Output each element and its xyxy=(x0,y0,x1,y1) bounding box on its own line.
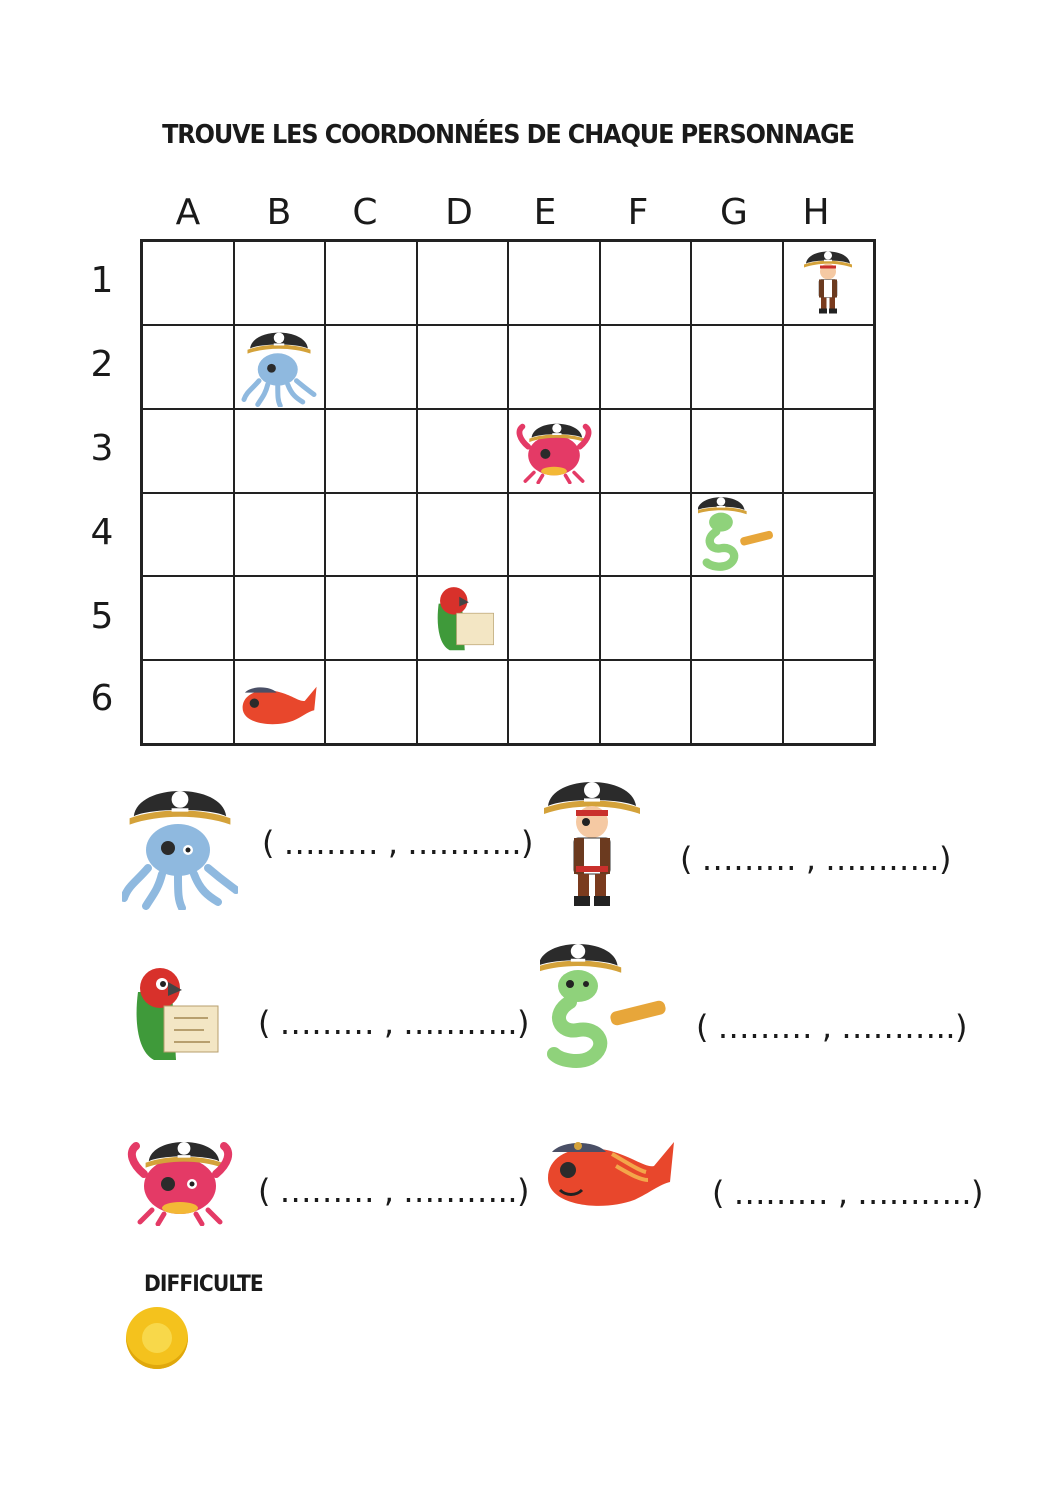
grid-cell-a5 xyxy=(142,576,234,660)
grid-cell-f2 xyxy=(600,325,692,409)
grid-cell-e6 xyxy=(508,660,600,744)
grid-cell-e4 xyxy=(508,493,600,577)
grid-cell-c6 xyxy=(325,660,417,744)
grid-cell-a1 xyxy=(142,241,234,325)
grid-cell-f3 xyxy=(600,409,692,493)
grid-cell-d5 xyxy=(417,576,509,660)
grid-cell-h1 xyxy=(783,241,875,325)
difficulty-label: DIFFICULTE xyxy=(144,1272,263,1297)
grid-cell-c3 xyxy=(325,409,417,493)
grid-cell-f4 xyxy=(600,493,692,577)
grid-cell-b2 xyxy=(234,325,326,409)
grid-cell-c4 xyxy=(325,493,417,577)
answer-snake-icon xyxy=(540,942,670,1070)
grid-cell-h6 xyxy=(783,660,875,744)
grid-cell-b6 xyxy=(234,660,326,744)
grid-cell-e2 xyxy=(508,325,600,409)
grid-cell-f6 xyxy=(600,660,692,744)
column-label-f: F xyxy=(627,192,649,233)
column-label-b: B xyxy=(266,192,292,233)
grid-cell-c5 xyxy=(325,576,417,660)
grid-cell-d4 xyxy=(417,493,509,577)
row-label-2: 2 xyxy=(90,344,114,385)
answer-blank-snake[interactable]: ( ……… , ………..) xyxy=(696,1008,967,1046)
grid-cell-a2 xyxy=(142,325,234,409)
column-label-c: C xyxy=(352,192,378,233)
grid-cell-d3 xyxy=(417,409,509,493)
column-label-a: A xyxy=(175,192,201,233)
column-label-g: G xyxy=(720,192,748,233)
grid-cell-d2 xyxy=(417,325,509,409)
row-label-6: 6 xyxy=(90,678,114,719)
answer-blank-fish[interactable]: ( ……… , ………..) xyxy=(712,1174,983,1212)
grid-cell-g2 xyxy=(691,325,783,409)
answer-fish-icon xyxy=(542,1122,678,1214)
row-label-4: 4 xyxy=(90,512,114,553)
grid-cell-d1 xyxy=(417,241,509,325)
grid-cell-b4 xyxy=(234,493,326,577)
grid-cell-a6 xyxy=(142,660,234,744)
grid-cell-b3 xyxy=(234,409,326,493)
grid-cell-g1 xyxy=(691,241,783,325)
answer-crab-icon xyxy=(122,1134,238,1226)
row-label-1: 1 xyxy=(90,260,114,301)
grid-cell-g4 xyxy=(691,493,783,577)
row-label-3: 3 xyxy=(90,428,114,469)
grid-cell-c1 xyxy=(325,241,417,325)
grid-cell-a4 xyxy=(142,493,234,577)
column-label-h: H xyxy=(802,192,830,233)
grid-cell-g6 xyxy=(691,660,783,744)
row-label-5: 5 xyxy=(90,596,114,637)
grid-cell-f5 xyxy=(600,576,692,660)
difficulty-coin-icon xyxy=(126,1307,188,1369)
grid-cell-h4 xyxy=(783,493,875,577)
grid-cell-g5 xyxy=(691,576,783,660)
grid-cell-h3 xyxy=(783,409,875,493)
grid-cell-b1 xyxy=(234,241,326,325)
grid-cell-c2 xyxy=(325,325,417,409)
grid-cell-g3 xyxy=(691,409,783,493)
answer-blank-parrot[interactable]: ( ……… , ………..) xyxy=(258,1004,529,1042)
answer-blank-pirate-boy[interactable]: ( ……… , ………..) xyxy=(680,840,951,878)
grid-cell-h5 xyxy=(783,576,875,660)
answer-octopus-icon xyxy=(122,782,238,910)
grid-cell-e1 xyxy=(508,241,600,325)
grid-cell-d6 xyxy=(417,660,509,744)
grid-cell-a3 xyxy=(142,409,234,493)
grid-cell-e3 xyxy=(508,409,600,493)
grid-cell-b5 xyxy=(234,576,326,660)
answer-blank-crab[interactable]: ( ……… , ………..) xyxy=(258,1172,529,1210)
grid-cell-e5 xyxy=(508,576,600,660)
worksheet-title: TROUVE LES COORDONNÉES DE CHAQUE PERSONNAGE xyxy=(162,120,854,150)
column-label-e: E xyxy=(533,192,557,233)
grid-cell-f1 xyxy=(600,241,692,325)
column-label-d: D xyxy=(445,192,473,233)
answer-parrot-icon xyxy=(124,962,220,1064)
answer-pirate-boy-icon xyxy=(542,780,642,910)
grid-cell-h2 xyxy=(783,325,875,409)
coordinate-grid xyxy=(140,239,876,746)
answer-blank-octopus[interactable]: ( ……… , ………..) xyxy=(262,824,533,862)
